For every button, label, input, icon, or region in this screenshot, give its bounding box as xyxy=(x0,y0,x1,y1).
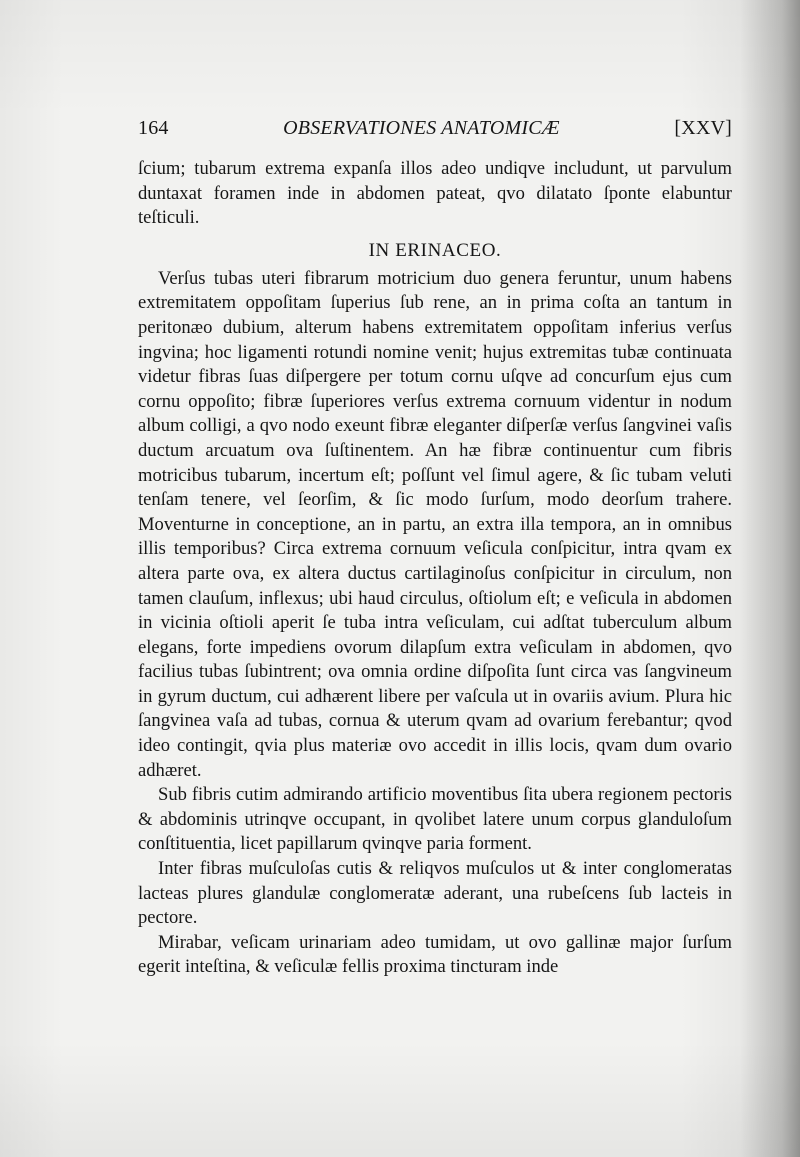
paragraph-continuation: ſcium; tubarum extrema expanſa illos adeo undiqve includunt, ut parvulum duntaxat foramen inde in abdomen pateat, qvo dilatato ſponte elabuntur teſticuli. xyxy=(138,158,732,229)
book-page xyxy=(138,117,732,980)
paragraph-vesica: Mirabar, veſicam urinariam adeo tumidam, ut ovo gallinæ major ſurſum egerit inteſtina, & veſiculæ fellis proxima tincturam inde xyxy=(138,931,732,978)
section-heading: IN ERINACEO. xyxy=(368,239,502,261)
running-title: OBSERVATIONES ANATOMICÆ xyxy=(283,117,560,139)
body-text xyxy=(138,157,732,980)
paragraph-glandulae: Inter fibras muſculoſas cutis & reliqvos muſculos ut & inter conglomeratas lacteas plures glandulæ conglomeratæ aderant, una rubeſcens ſub lacteis in pectore. xyxy=(138,858,732,929)
paragraph-tubas: Verſus tubas uteri fibrarum motricium duo genera feruntur, unum habens extremitatem oppoſitam ſuperius ſub rene, an in prima coſta an tantum in peritonæo dubium, alterum habens extremitatem oppoſitam inferius verſus ingvina; hoc ligamenti rotundi nomine venit; hujus extremitas tubæ continuata videtur fibras ſuas diſpergere per totum cornu uſqve ad concurſum ejus cum cornu oppoſito; fibræ ſuperiores verſus extrema cornuum videntur in nodum album colligi, a qvo nodo exeunt fibræ eleganter diſperſæ verſus ſangvinei vaſis ductum arcuatum ova ſuſtinentem. An hæ fibræ continuentur cum fibris motricibus tubarum, incertum eſt; poſſunt vel ſimul agere, & ſic tubam veluti tenſam tenere, vel ſeorſim, & ſic modo ſurſum, modo deorſum trahere. Moventurne in conceptione, an in partu, an extra illa tempora, an in omnibus illis temporibus? Circa extrema cornuum veſicula conſpicitur, intra qvam ex altera parte ova, ex altera ductus cartilaginoſus conſpicitur in circulum, non tamen clauſum, inflexus; ubi haud circulus, oſtiolum eſt; e veſicula in abdomen in vicinia oſtioli aperit ſe tuba intra veſiculam, cui adſtat tuberculum album elegans, forte impediens ovorum dilapſum extra veſiculam in abdomen, qvo facilius tubas ſubintrent; ova omnia ordine diſpoſita ſunt circa vas ſangvineum in gyrum ductum, cui adhærent libere per vaſcula ut in ovariis avium. Plura hic ſangvinea vaſa ad tubas, cornua & uterum qvam ad ovarium ferebantur; qvod ideo contingit, qvia plus materiæ ovo accedit in illis locis, qvam dum ovario adhæret. xyxy=(138,267,732,781)
section-number: [XXV] xyxy=(674,117,732,139)
paragraph-ubera: Sub fibris cutim admirando artificio moventibus ſita ubera regionem pectoris & abdominis utrinqve occupant, in qvolibet latere unum corpus glanduloſum conſtituentia, licet papillarum qvinqve paria forment. xyxy=(138,784,732,855)
page-edge-shadow xyxy=(740,0,800,1157)
running-header xyxy=(138,117,732,143)
page-number: 164 xyxy=(138,117,169,139)
